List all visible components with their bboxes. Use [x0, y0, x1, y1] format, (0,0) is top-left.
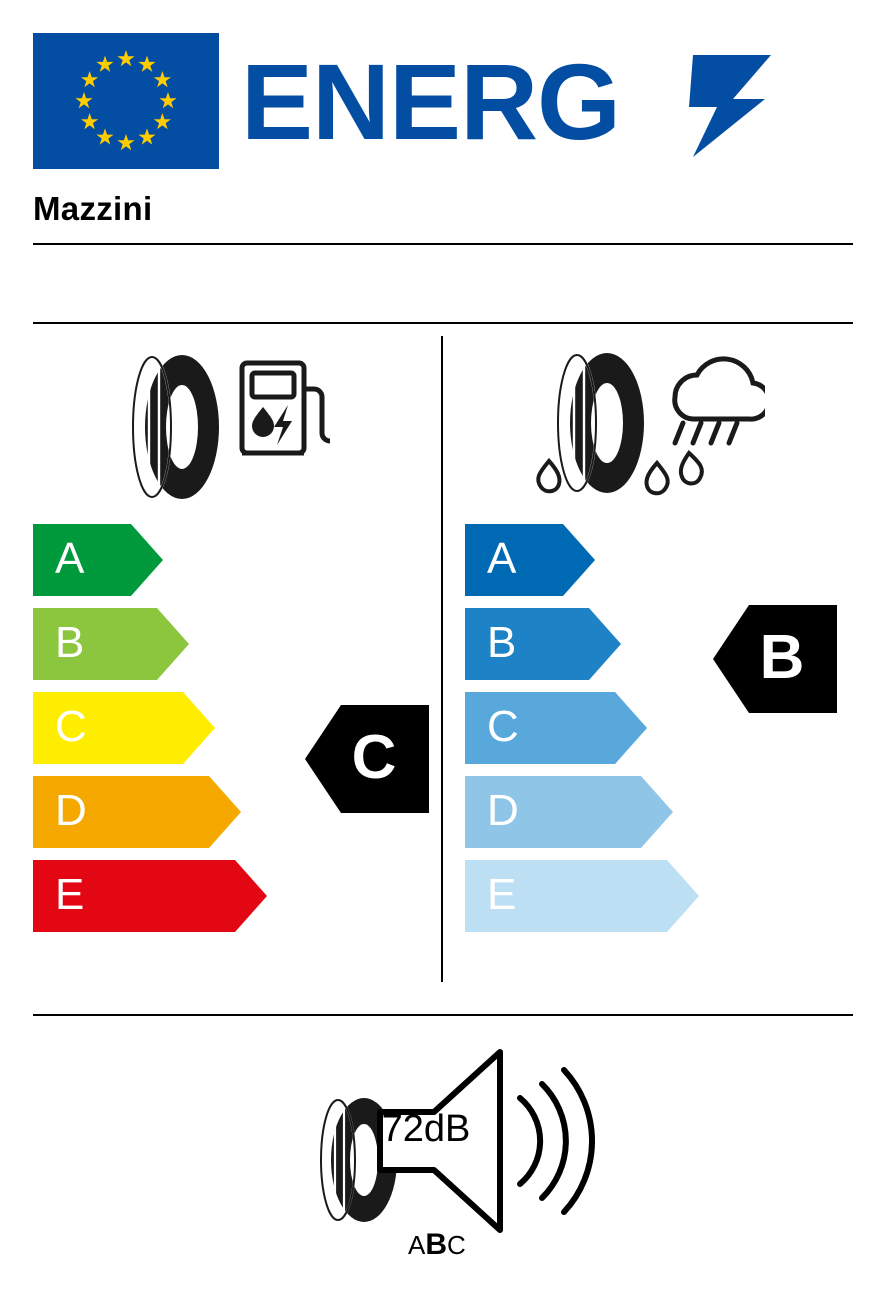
lightning-bolt-icon: [689, 55, 771, 157]
grade-arrow-a: [465, 524, 595, 596]
sound-waves-icon: [520, 1070, 592, 1212]
grade-letter: A: [487, 534, 517, 583]
noise-class-a: A: [408, 1230, 426, 1260]
fuel-efficiency-rating-badge: [305, 705, 429, 813]
label-header: [33, 33, 853, 173]
fuel-drop-icon: [252, 405, 292, 445]
rain-cloud-icon: [675, 359, 765, 443]
grade-letter: E: [55, 870, 85, 919]
divider-vertical: [441, 336, 443, 982]
grade-letter: D: [55, 786, 87, 835]
brand-name: Mazzini: [33, 190, 153, 227]
grade-letter: A: [55, 534, 85, 583]
energ-wordmark: [241, 51, 861, 161]
divider-section: [33, 322, 853, 324]
noise-class-c: C: [447, 1230, 466, 1260]
noise-value: 72dB: [381, 1108, 471, 1150]
grade-letter: C: [55, 702, 87, 751]
fuel-efficiency-pictogram: [120, 345, 330, 510]
tyre-icon: [133, 355, 219, 499]
fuel-pump-icon: [242, 363, 330, 453]
grade-letter: B: [487, 618, 517, 667]
noise-class-b-selected: B: [425, 1228, 448, 1261]
fuel-efficiency-rating-letter: C: [351, 723, 397, 792]
wet-grip-rating-badge: [713, 605, 837, 713]
eu-stars-icon: [33, 33, 219, 169]
grade-letter: D: [487, 786, 519, 835]
energ-text: ENERG: [241, 51, 621, 161]
wet-grip-pictogram: [525, 345, 765, 510]
divider-top: [33, 243, 853, 245]
tyre-icon: [558, 353, 644, 493]
noise-class-indicator: [408, 1228, 498, 1262]
grade-arrow-a: [33, 524, 163, 596]
divider-bottom: [33, 1014, 853, 1016]
grade-letter: B: [55, 618, 85, 667]
eu-flag: [33, 33, 219, 169]
grade-letter: E: [487, 870, 517, 919]
wet-grip-rating-letter: B: [759, 623, 805, 692]
grade-letter: C: [487, 702, 519, 751]
